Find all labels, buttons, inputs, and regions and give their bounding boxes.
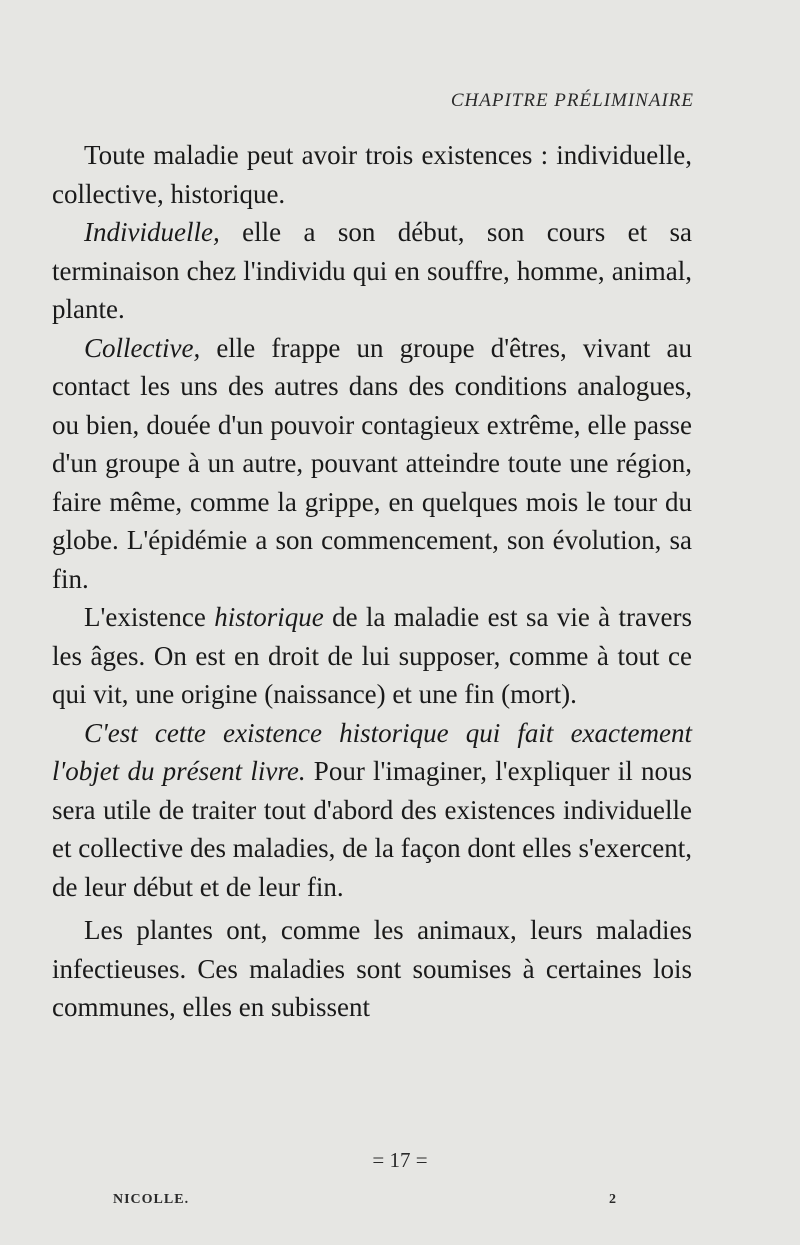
paragraph-text: L'existence: [84, 602, 215, 632]
body-text: [52, 136, 692, 1027]
paragraph: [52, 911, 692, 1027]
sheet-number: 2: [609, 1192, 616, 1207]
italic-text: C'est cette existence historique qui fait exactement l'objet du présent livre.: [52, 717, 692, 786]
paragraph: [52, 136, 692, 213]
paragraph: [52, 598, 692, 714]
paragraph-text: elle a son début, son cours et sa terminaison chez l'individu qui en souffre, homme, animal, plante.: [52, 217, 692, 324]
paragraph: [52, 714, 692, 907]
running-head: CHAPITRE PRÉLIMINAIRE: [450, 90, 694, 111]
paragraph-text: elle frappe un groupe d'êtres, vivant au contact les uns des autres dans des conditions analogues, ou bien, douée d'un pouvoir contagieux extrême, elle passe d'un groupe à un autre, pouvant atteindre toute une région, faire même, comme la grippe, en quelques mois le tour du globe. L'épidémie a son commencement, son évolution, sa fin.: [52, 332, 692, 594]
paragraph-text: Toute maladie peut avoir trois existences : individuelle, collective, historique.: [52, 140, 692, 209]
paragraph: [52, 329, 692, 599]
italic-text: Individuelle,: [84, 217, 220, 247]
paragraph-text: Les plantes ont, comme les animaux, leurs maladies infectieuses. Ces maladies sont soumises à certaines lois communes, elles en subissent: [52, 915, 692, 1022]
paragraph-text: Pour l'imaginer, l'expliquer il nous sera utile de traiter tout d'abord des existences individuelle et collective des maladies, de la façon dont elles s'exercent, de leur début et de leur fin.: [52, 756, 692, 902]
paragraph-text: de la maladie est sa vie à travers les âges. On est en droit de lui supposer, comme à tout ce qui vit, une origine (naissance) et une fin (mort).: [52, 602, 692, 709]
page-number: = 17 =: [372, 1148, 428, 1172]
paragraph: [52, 213, 692, 329]
signature-mark: NICOLLE.: [113, 1192, 190, 1207]
italic-text: historique: [214, 602, 324, 632]
italic-text: Collective,: [84, 332, 201, 363]
